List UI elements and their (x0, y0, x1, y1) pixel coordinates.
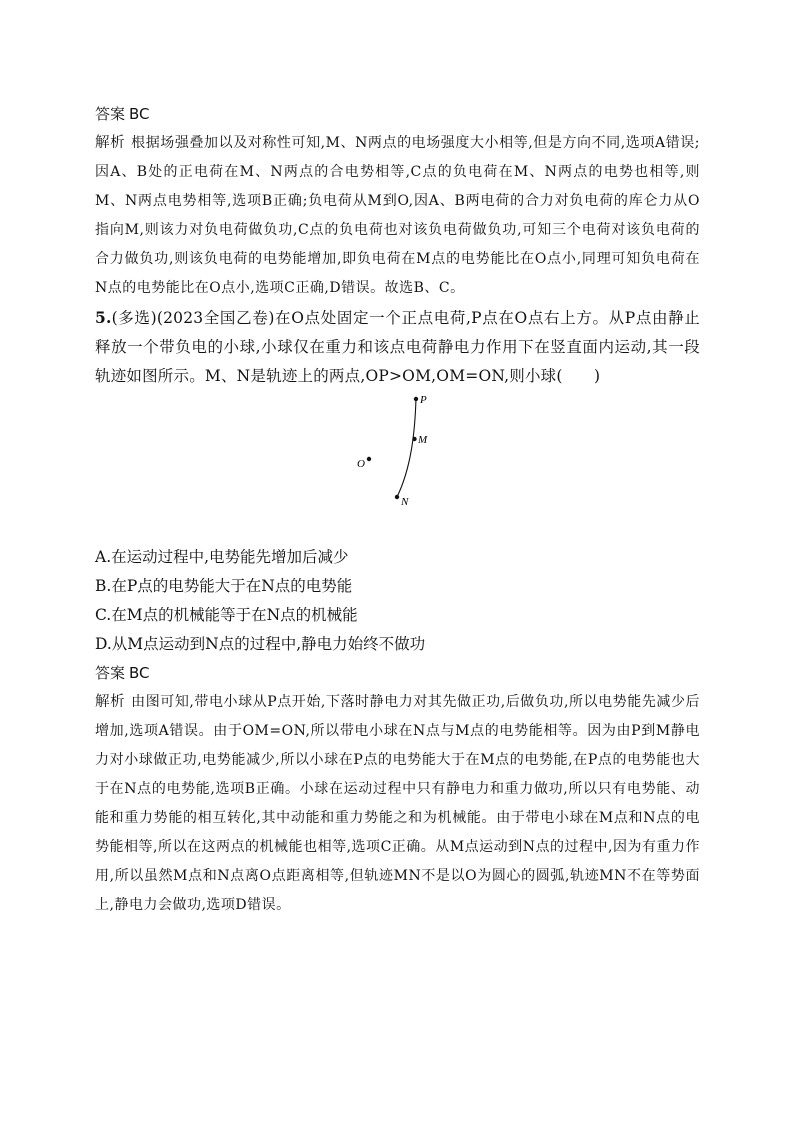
label-n: N (401, 496, 409, 508)
point-p (414, 397, 418, 401)
answer-value: BC (129, 664, 150, 682)
answer-label: 答案 (95, 664, 126, 682)
answer-value: BC (129, 105, 150, 123)
label-o: O (357, 458, 365, 470)
trajectory-figure (95, 393, 700, 543)
trajectory-diagram (355, 393, 435, 511)
explanation-label: 解析 (95, 135, 126, 151)
question-number: 5. (95, 308, 112, 327)
option-d: D.从M点运动到N点的过程中,静电力始终不做功 (95, 635, 426, 653)
point-o (367, 457, 371, 461)
explanation-1 (95, 129, 700, 303)
point-m (412, 437, 416, 441)
answer-1 (95, 100, 700, 129)
answer-label: 答案 (95, 105, 126, 123)
explanation-2 (95, 688, 700, 920)
document-page (95, 100, 700, 920)
trajectory-curve (397, 398, 416, 497)
explanation-text: 根据场强叠加以及对称性可知,M、N两点的电场强度大小相等,但是方向不同,选项A错误;因A、B处的正电荷在M、N两点的合电势相等,C点的负电荷在M、N两点的电势也相等,则M、N两点电势相等,选项B正确;负电荷从M到O,因A、B两电荷的合力对负电荷的库仑力从O指向M,则该力对负电荷做负功,C点的负电荷也对该负电荷做负功,可知三个电荷对该负电荷的合力做负功,则该负电荷的电势能增加,即负电荷在M点的电势能比在O点小,同理可知负电荷在N点的电势能比在O点小,选项C正确,D错误。故选B、C。 (95, 135, 700, 296)
explanation-text: 由图可知,带电小球从P点开始,下落时静电力对其先做正功,后做负功,所以电势能先减少后增加,选项A错误。由于OM=ON,所以带电小球在N点与M点的电势能相等。因为由P到M静电力对小球做正功,电势能减少,所以小球在P点的电势能大于在M点的电势能,在P点的电势能也大于在N点的电势能,选项B正确。小球在运动过程中只有静电力和重力做功,所以只有电势能、动能和重力势能的相互转化,其中动能和重力势能之和为机械能。由于带电小球在M点和N点的电势能相等,所以在这两点的机械能也相等,选项C正确。从M点运动到N点的过程中,因为有重力作用,所以虽然M点和N点离O点距离相等,但轨迹MN不是以O为圆心的圆弧,轨迹MN不在等势面上,静电力会做功,选项D错误。 (95, 694, 701, 913)
question-5 (95, 303, 700, 391)
explanation-label: 解析 (95, 694, 126, 710)
option-a: A.在运动过程中,电势能先增加后减少 (95, 548, 349, 566)
option-c: C.在M点的机械能等于在N点的机械能 (95, 606, 358, 624)
label-m: M (418, 434, 428, 446)
answer-2 (95, 659, 700, 688)
label-p: P (420, 394, 427, 406)
point-n (395, 495, 399, 499)
question-text: (多选)(2023全国乙卷)在O点处固定一个正点电荷,P点在O点右上方。从P点由静止释放一个带负电的小球,小球仅在重力和该点电荷静电力作用下在竖直面内运动,其一段轨迹如图所示。M、N是轨迹上的两点,OP>OM,OM=ON,则小球( ) (95, 309, 700, 385)
option-b: B.在P点的电势能大于在N点的电势能 (95, 577, 353, 595)
